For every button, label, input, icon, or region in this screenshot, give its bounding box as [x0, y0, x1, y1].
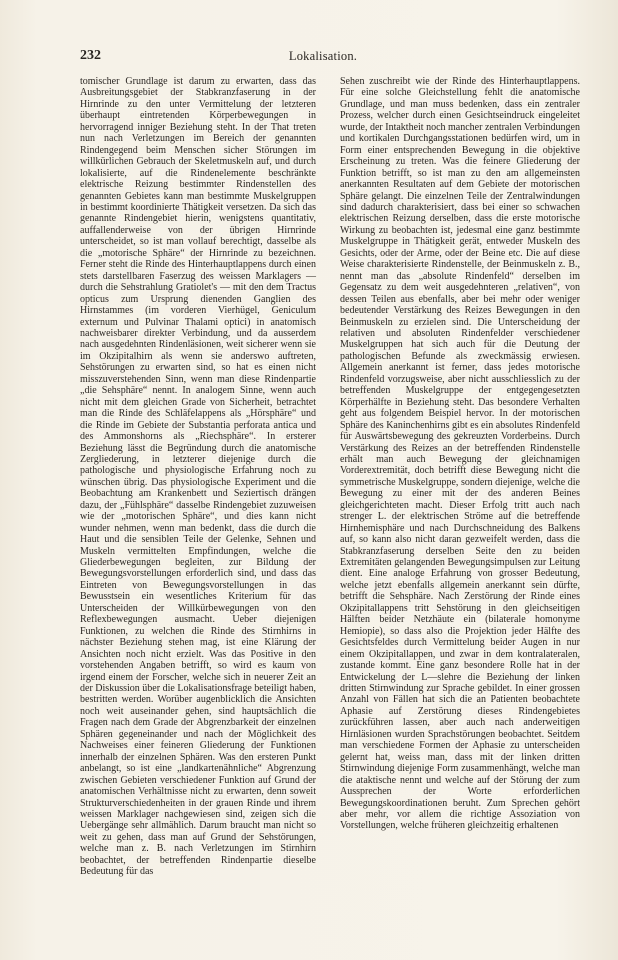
page-number: 232 [80, 48, 101, 63]
right-column [340, 76, 580, 832]
page-header [80, 48, 566, 68]
left-column [80, 76, 316, 878]
column-gutter [330, 80, 331, 870]
running-title: Lokalisation. [288, 49, 358, 63]
paragraph: Sehen zuschreibt wie der Rinde des Hinterhauptlappens. Für eine solche Gleichstellung fehlt die anatomische Grundlage, und man muss bedenken, dass ein zentraler Prozess, welcher durch einen Gesichtseindruck eingeleitet wurde, der Intaktheit noch mancher zentralen Verbindungen und kortikalen Durchgangsstationen bedürfen wird, um in Form einer entsprechenden Bewegung in die objektive Erscheinung zu treten. Was die feinere Gliederung der Funktion betrifft, so ist man zu den am allgemeinsten anerkannten Resultaten auf dem Gebiete der motorischen Sphäre gelangt. Die einzelnen Teile der Zentralwindungen sind dadurch charakterisiert, dass bei einer so schwachen elektrischen Reizung derselben, dass die erste motorische Wirkung zu beobachten ist, jedesmal eine ganz bestimmte Muskelgruppe in Thätigkeit gerät, entweder Muskeln des Gesichts, oder der Arme, oder der Beine etc. Die auf diese Weise charakterisierte Rindenstelle, der Beinmuskeln z. B., nennt man das „absolute Rindenfeld“ derselben im Gegensatz zu dem weit ausgedehnteren „relativen“, von dessen Teilen aus ebenfalls, aber bei mehr oder weniger bedeutender Verstärkung des Reizes Bewegungen in den Beinmuskeln zu erzielen sind. Die Unterscheidung der relativen und absoluten Rindenfelder verschiedener Muskelgruppen hat sich auch für die Deutung der pathologischen Befunde als zweckmässig erwiesen. Allgemein anerkannt ist ferner, dass jedes motorische Rindenfeld vorzugsweise, aber nicht ausschliesslich zu der betreffenden Muskelgruppe der entgegengesetzten Körperhälfte in Beziehung steht. Das besondere Verhalten geht aus folgendem Beispiel hervor. In der motorischen Sphäre des Kaninchenhirns gibt es ein absolutes Rindenfeld für Auswärtsbewegung des gekreuzten Vorderbeins. Durch Verstärkung des Reizes an der betreffenden Rindenstelle erhält man auch Bewegung der gleichnamigen Vorderextremität, doch betrifft diese Bewegung nicht die symmetrische Muskelgruppe, sondern diejenige, welche die Bewegung zu einer mit der des anderen Beines gleichgerichteten macht. Dieser Erfolg tritt auch nach strenger L. der elektrischen Ströme auf die betreffende Hirnhemisphäre und nach Durchschneidung des Balkens auf, so kann also nicht daran gezweifelt werden, dass die Stabkranzfaserung derselben Seite den zu beiden Extremitäten gelangenden Bewegungsimpulsen zur Leitung dient. Eine analoge Erfahrung von grosser Bedeutung, welche jetzt ebenfalls allgemein anerkannt sein dürfte, betrifft die Sehsphäre. Nach Zerstörung der Rinde eines Okzipitallappens tritt Sehstörung in den gleichseitigen Hälften beider Netzhäute ein (bilaterale homonyme Hemiopie), so dass also die Projektion jeder Hälfte des Gesichtsfeldes durch Vermittelung beider Augen in nur einem Okzipitallappen, und zwar in dem kontralateralen, zustande kommt. Eine ganz besondere Rolle hat in der Entwickelung der L—slehre die Beziehung der linken dritten Stirnwindung zur Sprache gebildet. In einer grossen Anzahl von Fällen hat sich die an Patienten beobachtete Aphasie auf Zerstörung dieses Rindengebietes zurückführen lassen, aber auch nach anderweitigen Hirnläsionen wurden Sprachstörungen beobachtet. Seitdem man verschiedene Formen der Aphasie zu unterscheiden gelernt hat, weiss man, dass mit der linken dritten Stirnwindung diejenige Form zusammenhängt, welche man die ataktische nennt und welche auf der Störung der zum Aussprechen der Worte erforderlichen Bewegungskoordinationen beruht. Zum Sprechen gehört aber mehr, vor allem die richtige Assoziation von Vorstellungen, welche früheren gleichzeitig erhaltenen [340, 76, 580, 832]
paragraph: tomischer Grundlage ist darum zu erwarten, dass das Ausbreitungsgebiet der Stabkranzfaserung in der Hirnrinde zu den unter Vermittelung der letzteren überhaupt eintretenden Körperbewegungen in hervorragend inniger Beziehung steht. In der That treten nun nach Verletzungen im Bereich der genannten Rindengegend beim Menschen sicher Störungen im willkürlichen Gebrauch der Skeletmuskeln auf, und durch lokalisierte, auf die Rindenelemente beschränkte elektrische Reizung bestimmter Rindenstellen des genannten Gebietes kann man bestimmte Muskelgruppen in bestimmt koordinierte Thätigkeit versetzen. Da sich das genannte Rindengebiet hierin, wenigstens quantitativ, auffallenderweise von der übrigen Hirnrinde unterscheidet, so ist man vollauf berechtigt, dasselbe als die „motorische Sphäre“ der Hirnrinde zu bezeichnen. Ferner steht die Rinde des Hinterhauptlappens durch einen stets darstellbaren Faserzug des weissen Marklagers — durch die Sehstrahlung Gratiolet's — mit den dem Tractus opticus zum Ursprung dienenden Ganglien des Hirnstammes (im vorderen Vierhügel, Geniculum externum und Pulvinar Thalami optici) in anatomisch nachweisbarer direkter Verbindung, und da ausserdem nach ausgedehnten Rindenläsionen, weit sicherer wenn sie im Okzipitalhirn als wenn sie anderswo auftreten, Sehstörungen zu erwarten sind, so hat es einen nicht misszuverstehenden Sinn, wenn man diese Rindenpartie „die Sehsphäre“ nennt. In analogem Sinne, wenn auch nicht mit dem gleichen Grade von Sicherheit, betrachtet man die Rinde des Schläfelappens als „Hörsphäre“ und die Rinde im Gebiete der Substantia perforata antica und des Ammonshorns als „Riechsphäre“. In ersterer Beziehung lässt die Begründung durch die anatomische Zergliederung, in letzterer diejenige durch die pathologische und physiologische Erfahrung noch zu wünschen übrig. Das physiologische Experiment und die Beobachtung am Krankenbett und Seziertisch drängen dazu, der „Fühlsphäre“ dasselbe Rindengebiet zuzuweisen wie der „motorischen Sphäre“, und dies kann nicht wunder nehmen, wenn man bedenkt, dass die durch die Haut und die sensiblen Teile der Gelenke, Sehnen und Muskeln vermittelten Empfindungen, welche die Gliederbewegungen begleiten, zur Bildung der Bewegungsvorstellungen erforderlich sind, und dass das Eintreten von Bewegungsvorstellungen in das Bewusstsein ein wesentliches Kriterium für das Unterscheiden der Willkürbewegungen von den Reflexbewegungen ausmacht. Ueber diejenigen Funktionen, zu welchen die Rinde des Stirnhirns in nächster Beziehung stehen mag, ist eine Klärung der Ansichten noch nicht erzielt. Was das Positive in den vorstehenden Angaben betrifft, so wird es kaum von irgend einem der Forscher, welche sich in neuerer Zeit an der Diskussion über die Lokalisationsfrage beteiligt haben, bestritten werden. Worüber augenblicklich die Ansichten noch weit auseinander gehen, sind hauptsächlich die Fragen nach dem Grade der Abgrenzbarkeit der einzelnen Sphären gegeneinander und nach der Möglichkeit des Nachweises einer feineren Gliederung der Funktionen innerhalb der einzelnen Sphären. Was den ersteren Punkt anbelangt, so ist eine „landkartenähnliche“ Abgrenzung zwischen Gebieten verschiedener Funktion auf Grund der anatomischen Verhältnisse nicht zu erwarten, denn soweit Strukturverschiedenheiten in der grauen Rinde und ihrem weissen Marklager nachgewiesen sind, zeigen sich die Uebergänge sehr allmählich. Darum braucht man nicht so weit zu gehen, dass man auf Grund der Sehstörungen, welche man z. B. nach Verletzungen im Stirnhirn beobachtet, der betreffenden Rindenpartie dieselbe Bedeutung für das [80, 76, 316, 878]
